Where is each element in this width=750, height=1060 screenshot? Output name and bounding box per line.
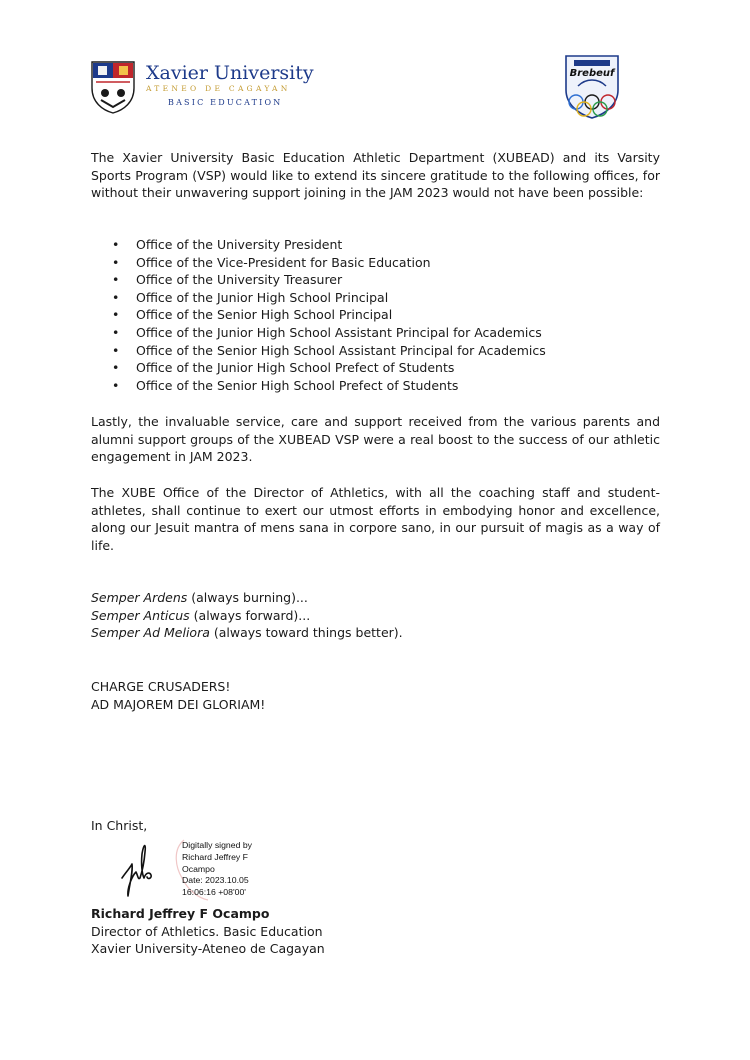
unit-name: BASIC EDUCATION <box>168 98 283 107</box>
motto-latin: Semper Anticus <box>91 607 190 623</box>
digital-signature-line: Ocampo <box>182 863 215 874</box>
digital-signature-line: 16:06:16 +08'00' <box>182 887 246 898</box>
signer-block <box>91 905 325 958</box>
motto-block <box>91 589 660 642</box>
cheer-line: CHARGE CRUSADERS! <box>91 679 231 694</box>
brebeuf-logo-text: Brebeuf <box>569 68 615 79</box>
list-item: • Office of the Senior High School Assistant Principal for Academics <box>91 342 546 360</box>
office-list <box>91 236 546 394</box>
xavier-university-logo <box>90 60 330 118</box>
cheer-block <box>91 678 660 713</box>
digital-signature-line: Digitally signed by <box>182 840 253 850</box>
list-item: • Office of the Junior High School Principal <box>91 289 546 307</box>
list-item: • Office of the Vice-President for Basic Education <box>91 254 546 272</box>
brebeuf-logo <box>556 52 628 122</box>
closing-salutation: In Christ, <box>91 818 148 833</box>
motto-meaning: (always burning)... <box>187 590 308 605</box>
list-item: • Office of the Senior High School Principal <box>91 306 546 324</box>
signer-title: Director of Athletics. Basic Education <box>91 923 323 939</box>
list-item: • Office of the Senior High School Prefect of Students <box>91 377 546 395</box>
list-item: • Office of the Junior High School Assistant Principal for Academics <box>91 324 546 342</box>
digital-signature-stamp <box>182 840 252 899</box>
motto-latin: Semper Ad Meliora <box>91 625 210 641</box>
brebeuf-emblem-icon <box>556 52 628 122</box>
director-paragraph: The XUBE Office of the Director of Athletics, with all the coaching staff and student-athletes, shall continue to exert our utmost efforts in embodying honor and excellence, along our Jesuit mantra of mens sana in corpore sano, in our pursuit of magis as a way of life. <box>91 485 660 553</box>
lastly-paragraph: Lastly, the invaluable service, care and support received from the various parents and alumni support groups of the XUBEAD VSP were a real boost to the success of our athletic engagement in JAM 2023. <box>91 414 660 465</box>
digital-signature-line: Date: 2023.10.05 <box>182 875 249 886</box>
list-item: • Office of the Junior High School Prefect of Students <box>91 359 546 377</box>
motto-meaning: (always toward things better). <box>209 625 403 641</box>
university-subtitle: ATENEO DE CAGAYAN <box>146 84 291 93</box>
cheer-line: AD MAJOREM DEI GLORIAM! <box>91 696 266 712</box>
motto-line <box>91 589 660 607</box>
signer-name: Richard Jeffrey F Ocampo <box>91 906 270 921</box>
digital-signature-line: Richard Jeffrey F <box>182 851 248 862</box>
university-name: Xavier University <box>146 62 314 84</box>
university-seal-icon <box>90 60 136 114</box>
motto-meaning: (always forward)... <box>189 607 311 623</box>
motto-latin: Semper Ardens <box>91 590 188 605</box>
list-item: • Office of the University Treasurer <box>91 271 546 289</box>
intro-paragraph: The Xavier University Basic Education Athletic Department (XUBEAD) and its Varsity Sports Program (VSP) would like to extend its sincere gratitude to the following offices, for without their unwavering support joining in the JAM 2023 would not have been possible: <box>91 150 660 201</box>
motto-line <box>91 624 660 642</box>
list-item: • Office of the University President <box>91 236 546 254</box>
motto-line <box>91 607 660 625</box>
signer-institution: Xavier University-Ateneo de Cagayan <box>91 941 325 957</box>
